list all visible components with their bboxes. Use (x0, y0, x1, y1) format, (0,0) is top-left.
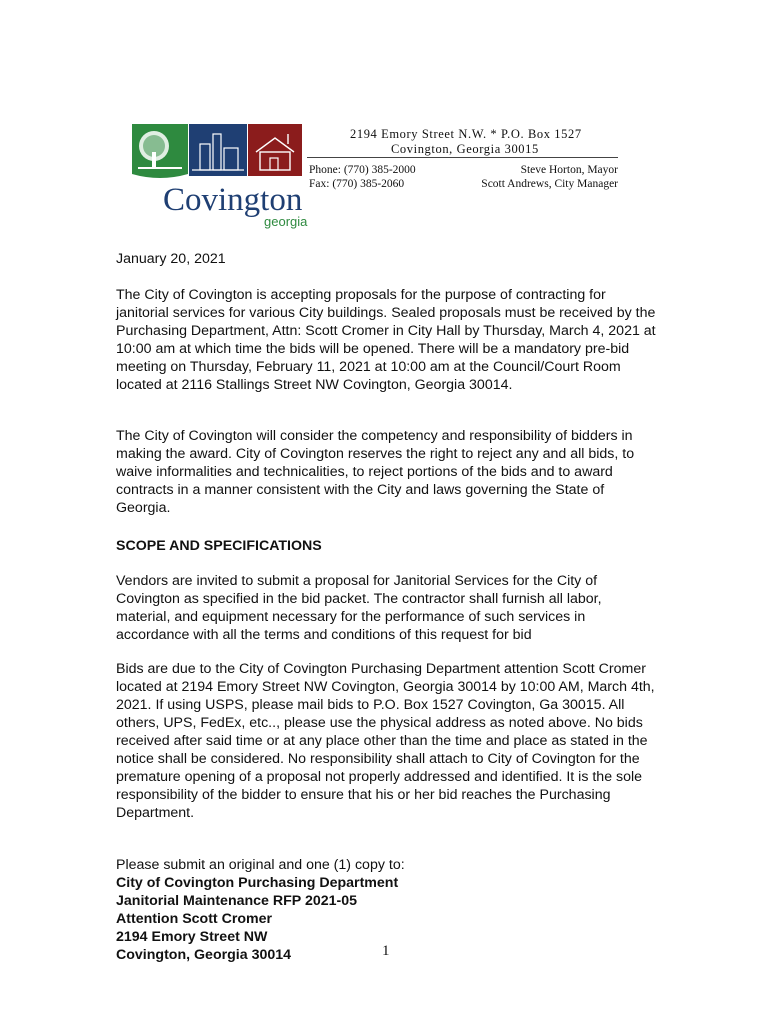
phone-number: Phone: (770) 385-2000 (309, 164, 416, 176)
letterhead-divider (307, 157, 618, 158)
paragraph-bid-due: Bids are due to the City of Covington Purchasing Department attention Scott Cromer located at 2194 Emory Street NW Covington, Georgia 30014 by 10:00 AM, March 4th, 2021. If using USPS, please mail bids to P.O. Box 1527 Covington, Ga 30015. All others, UPS, FedEx, etc.., please use the physical address as noted above. No bids received after said time or at any place other than the time and place as stated in the notice shall be considered. No responsibility shall attach to City of Covington for the premature opening of a proposal not properly addressed and identified. It is the sole responsibility of the bidder to ensure that his or her bid reaches the Purchasing Department. (116, 661, 655, 821)
submission-address-line: City of Covington Purchasing Department (116, 875, 399, 891)
submission-intro: Please submit an original and one (1) copy to: (116, 857, 405, 873)
submission-address-line: Covington, Georgia 30014 (116, 947, 292, 963)
logo-title: Covington (163, 182, 303, 218)
submission-address-line: Attention Scott Cromer (116, 911, 273, 927)
address-line-1: 2194 Emory Street N.W. * P.O. Box 1527 (350, 127, 582, 141)
city-manager-name: Scott Andrews, City Manager (481, 178, 618, 190)
address-line-2: Covington, Georgia 30015 (391, 142, 539, 156)
city-seal-panels-icon (130, 122, 304, 180)
logo-subtitle: georgia (264, 214, 308, 229)
submission-address-line: 2194 Emory Street NW (116, 929, 268, 945)
paragraph-award: The City of Covington will consider the competency and responsibility of bidders in making the award. City of Covington reserves the right to reject any and all bids, to waive informalities and technicalities, to reject portions of the bids and to award contracts in a manner consistent with the City and laws governing the State of Georgia. (116, 428, 635, 516)
mayor-name: Steve Horton, Mayor (520, 164, 618, 176)
page-number: 1 (382, 943, 390, 959)
paragraph-proposals: The City of Covington is accepting proposals for the purpose of contracting for janitorial services for various City buildings. Sealed proposals must be received by the Purchasing Department, Attn: Scott Cromer in City Hall by Thursday, March 4, 2021 at 10:00 am at which time the bids will be opened. There will be a mandatory pre-bid meeting on Thursday, February 11, 2021 at 10:00 am at the Council/Court Room located at 2116 Stallings Street NW Covington, Georgia 30014. (116, 287, 656, 393)
city-logo (130, 122, 310, 229)
letter-date: January 20, 2021 (116, 251, 226, 267)
paragraph-scope: Vendors are invited to submit a proposal for Janitorial Services for the City of Covington as specified in the bid packet. The contractor shall furnish all labor, material, and equipment necessary for the performance of such services in accordance with all the terms and conditions of this request for bid (116, 573, 602, 643)
fax-number: Fax: (770) 385-2060 (309, 178, 405, 190)
section-heading: SCOPE AND SPECIFICATIONS (116, 538, 322, 554)
submission-address-line: Janitorial Maintenance RFP 2021-05 (116, 893, 358, 909)
